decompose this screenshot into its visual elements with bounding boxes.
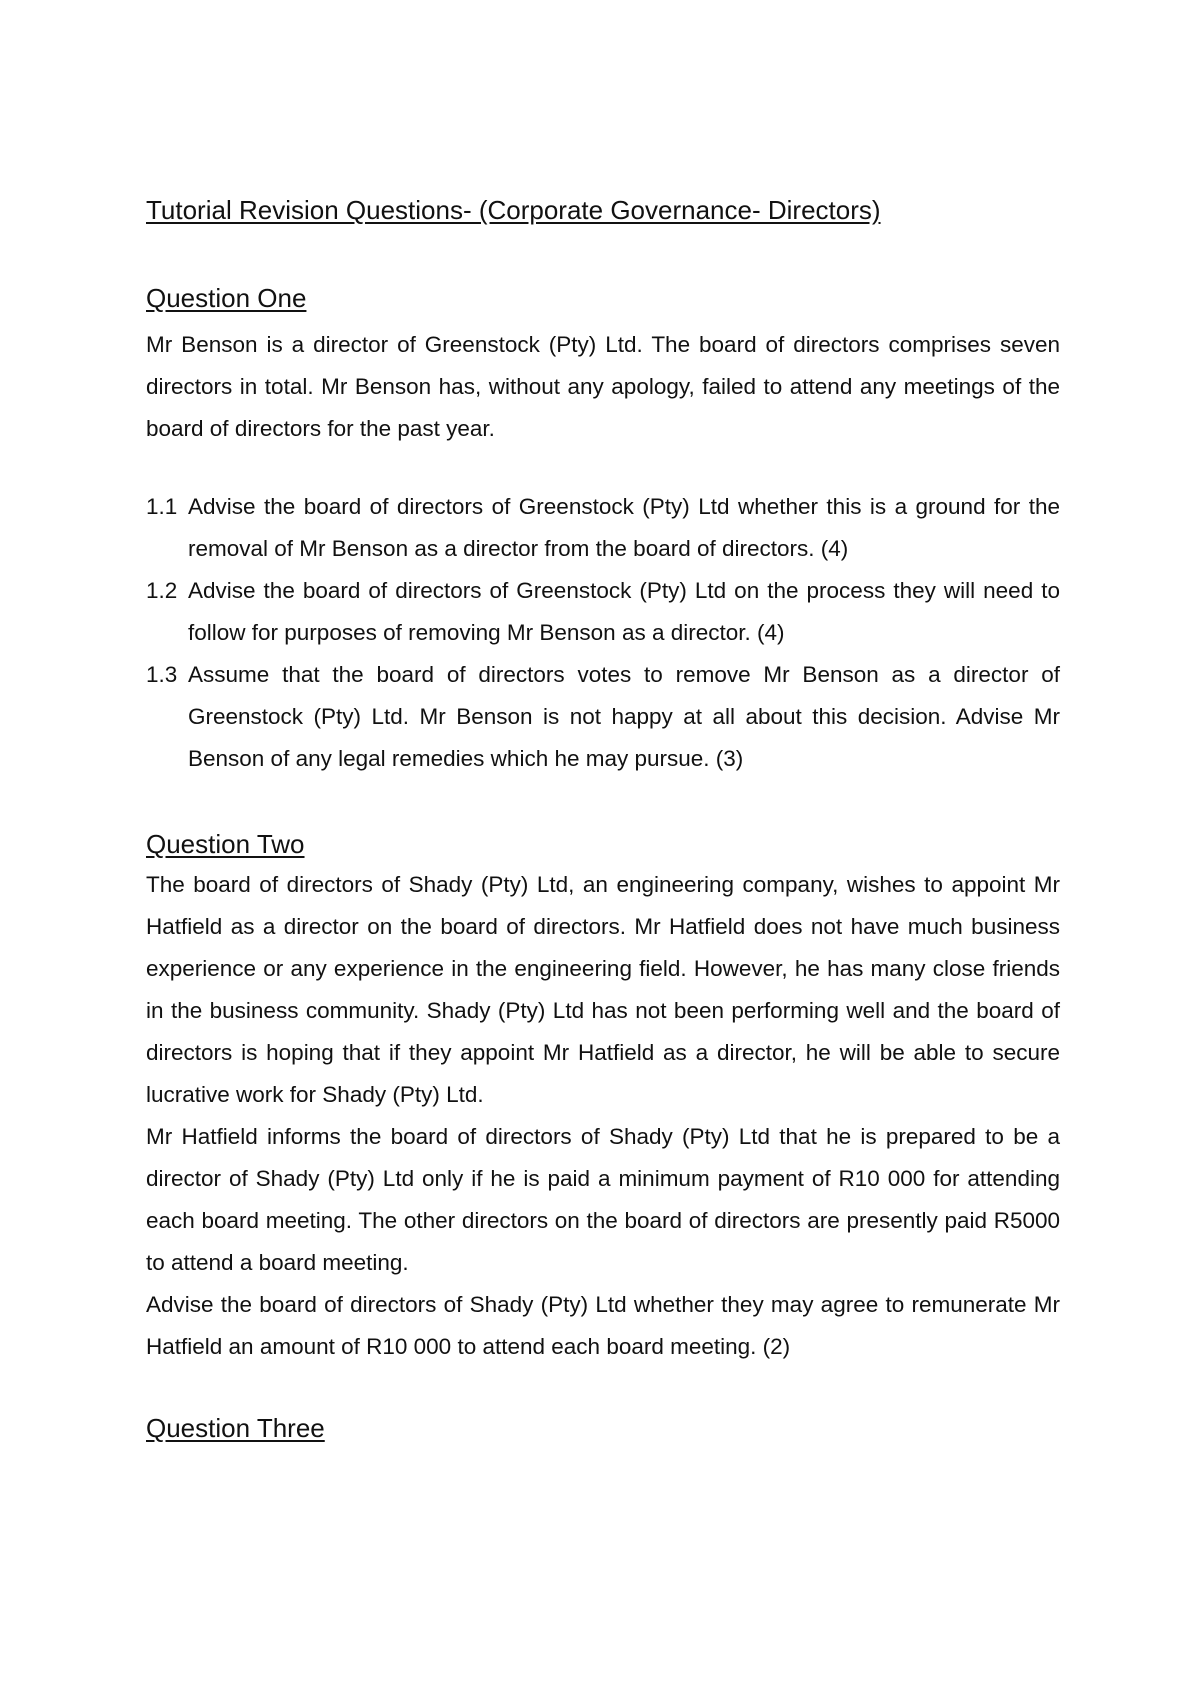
document-page <box>146 190 1060 1448</box>
question-two-section <box>146 824 1060 1368</box>
item-number: 1.2 <box>146 578 178 603</box>
spacer <box>146 1368 1060 1408</box>
question-two-paragraph-1: The board of directors of Shady (Pty) Ltd, an engineering company, wishes to appoint Mr Hatfield as a director on the board of directors. Mr Hatfield does not have much business experience or any experience in the engineering field. However, he has many close friends in the business community. Shady (Pty) Ltd has not been performing well and the board of directors is hoping that if they appoint Mr Hatfield as a director, he will be able to secure lucrative work for Shady (Pty) Ltd. <box>146 872 1060 1107</box>
question-three-heading: Question Three <box>146 1413 325 1443</box>
list-item <box>146 486 1060 570</box>
question-two-paragraph-2: Mr Hatfield informs the board of directors of Shady (Pty) Ltd that he is prepared to be a director of Shady (Pty) Ltd only if he is paid a minimum payment of R10 000 for attending each board meeting. The other directors on the board of directors are presently paid R5000 to attend a board meeting. <box>146 1124 1060 1275</box>
question-three-section <box>146 1408 1060 1448</box>
spacer <box>146 450 1060 486</box>
item-text: Advise the board of directors of Greenstock (Pty) Ltd whether this is a ground for the removal of Mr Benson as a director from the board of directors. (4) <box>188 494 1060 561</box>
question-one-intro: Mr Benson is a director of Greenstock (Pty) Ltd. The board of directors comprises seven directors in total. Mr Benson has, without any apology, failed to attend any meetings of the board of directors for the past year. <box>146 332 1060 441</box>
question-two-heading: Question Two <box>146 829 305 859</box>
list-item <box>146 570 1060 654</box>
item-number: 1.1 <box>146 494 178 519</box>
item-number: 1.3 <box>146 662 178 687</box>
item-text: Advise the board of directors of Greenstock (Pty) Ltd on the process they will need to follow for purposes of removing Mr Benson as a director. (4) <box>188 578 1060 645</box>
question-one-subquestions <box>146 486 1060 780</box>
question-two-paragraph-3: Advise the board of directors of Shady (Pty) Ltd whether they may agree to remunerate Mr Hatfield an amount of R10 000 to attend each board meeting. (2) <box>146 1292 1060 1359</box>
list-item <box>146 654 1060 780</box>
item-text: Assume that the board of directors votes to remove Mr Benson as a director of Greenstock (Pty) Ltd. Mr Benson is not happy at all about this decision. Advise Mr Benson of any legal remedies which he may pursue. (3) <box>188 662 1060 771</box>
question-one-heading: Question One <box>146 283 307 313</box>
spacer <box>146 780 1060 824</box>
document-title: Tutorial Revision Questions- (Corporate Governance- Directors) <box>146 195 881 225</box>
spacer <box>146 230 1060 278</box>
question-one-section <box>146 278 1060 780</box>
